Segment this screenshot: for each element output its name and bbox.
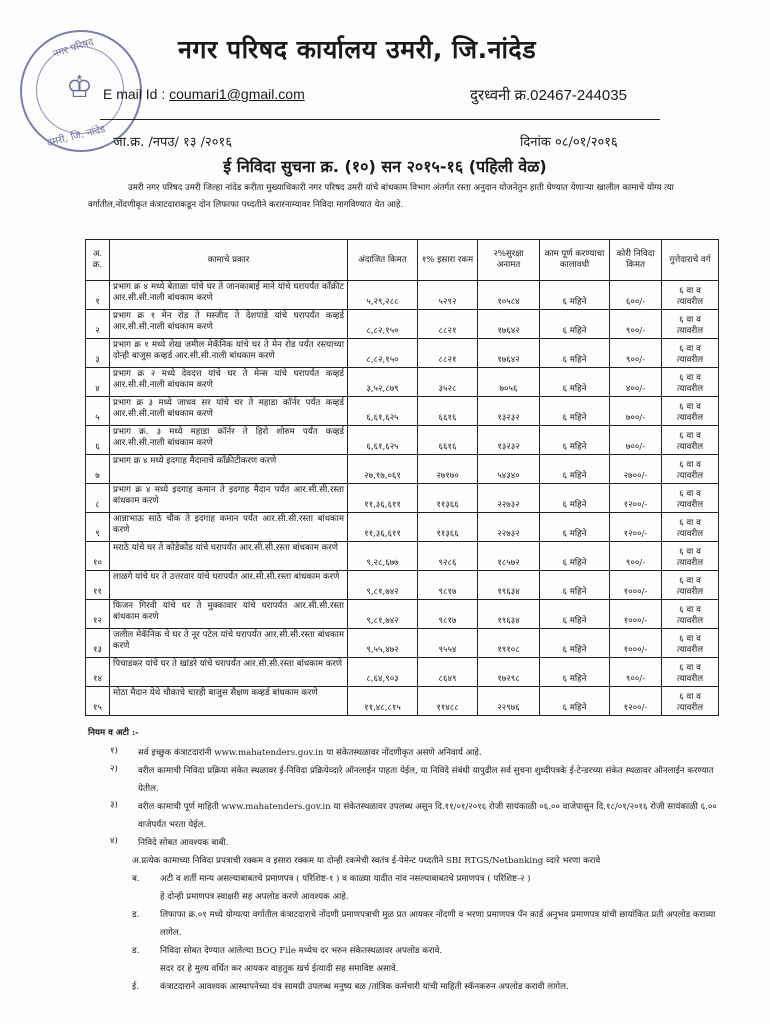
row-work-description: प्रभाग क्र २ मध्ये देवदत्त यांचे घर ते मेन्स यांचे घरापर्यंत कव्हर्ड आर.सी.सी.नाली बांधकाम करणे [110,368,348,397]
row-serial: १० [86,542,110,571]
row-work-description: प्रभाग क्र १ मेन रोड ते मस्जीद ते देशपांडे यांचे घरापर्यंत कव्हर्ड आर.सी.सी.नाली बांधकाम करणे [110,310,348,339]
row-serial: १३ [86,629,110,658]
row-form-fee: ९००/- [610,542,662,571]
row-security-deposit: १८५७२ [478,542,540,571]
row-estimated-cost: ११,३६,६११ [348,484,418,513]
row-completion-period: ६ महिने [540,629,610,658]
row-security-deposit: १९१०८ [478,629,540,658]
term-text: सर्व इच्छुक कंत्राटदारांनी www.mahatenders.gov.in या संकेतस्थळावर नोंदणीकृत असणे अनिवार्य आहे. [138,748,482,758]
row-form-fee: १२००/- [610,484,662,513]
row-earnest-money: ८८२१ [418,310,478,339]
table-row [86,571,719,600]
email-value[interactable]: coumari1@gmail.com [169,86,305,102]
row-form-fee: ६००/- [610,281,662,310]
requirement-a: अ.प्रत्येक कामाच्या निविदा प्रपत्राची रक्कम व इसारा रक्कम या दोन्ही रकमेची स्वतंत्र ई-पेमेन्ट पध्दतीने SBI RTGS/Netbanking व्दारे भरणा करावे [132,856,601,866]
row-completion-period: ६ महिने [540,687,610,716]
col-header-work: कामाचे प्रकार [110,240,348,281]
header-divider [100,119,660,120]
seal-text-bottom: उमरी, जि. नांदेड [45,123,107,150]
row-security-deposit: १७६४२ [478,310,540,339]
col-header-form-fee: कोरी निविदा किमत [610,240,662,281]
row-estimated-cost: ६,६१,६२५ [348,426,418,455]
table-header-row [86,240,719,281]
term-item [88,744,728,762]
row-earnest-money: ९८१७ [418,571,478,600]
table-row [86,484,719,513]
table-row [86,426,719,455]
seal-text-top: नगर परिषद [51,36,96,61]
row-serial: ३ [86,339,110,368]
row-estimated-cost: ६,६१,६२५ [348,397,418,426]
reference-date: दिनांक ०८/०१/२०१६ [520,135,618,150]
row-work-description: पिचाडकर यांचे घर ते खांडरे यांचे घरापर्यंत आर.सी.सी.रस्ता बांधकाम करणे [110,658,348,687]
table-row [86,687,719,716]
row-serial: १२ [86,600,110,629]
row-work-description: प्रभाग क्र ३ मध्ये जाधव सर यांचे घर ते महाडा कॉर्नर पर्यंत कव्हर्ड आर.सी.सी.नाली बांधकाम करणे [110,397,348,426]
table-row [86,455,719,484]
row-security-deposit: १७६४२ [478,339,540,368]
row-completion-period: ६ महिने [540,281,610,310]
requirement-letter [132,960,160,978]
row-estimated-cost: ५,२९,२८८ [348,281,418,310]
row-estimated-cost: ३,५२,८७९ [348,368,418,397]
row-contractor-class: ६ वा व त्यावरील [662,687,719,716]
row-completion-period: ६ महिने [540,397,610,426]
row-form-fee: ९००/- [610,339,662,368]
row-serial: १५ [86,687,110,716]
row-security-deposit: २२९७६ [478,687,540,716]
requirement-letter: ड. [132,946,140,956]
row-security-deposit: १७२९८ [478,658,540,687]
requirement-letter [132,888,160,906]
row-serial: ५ [86,397,110,426]
row-security-deposit: १३२३२ [478,397,540,426]
row-earnest-money: ६६१६ [418,397,478,426]
reference-number: जा.क्र. /नपउ/ १३ /२०१६ [113,135,233,150]
row-contractor-class: ६ वा व त्यावरील [662,281,719,310]
row-form-fee: १२००/- [610,687,662,716]
row-work-description: मराठे यांचे घर ते कोडेकोड यांचे घरापर्यंत आर.सी.सी.रस्ता बांधकाम करणे [110,542,348,571]
row-form-fee: १२००/- [610,513,662,542]
term-item [88,762,728,798]
row-security-deposit: १९६३४ [478,600,540,629]
row-contractor-class: ६ वा व त्यावरील [662,339,719,368]
row-contractor-class: ६ वा व त्यावरील [662,658,719,687]
row-serial: २ [86,310,110,339]
row-contractor-class: ६ वा व त्यावरील [662,513,719,542]
row-completion-period: ६ महिने [540,542,610,571]
row-earnest-money: ८८२१ [418,339,478,368]
table-row [86,513,719,542]
notice-title: ई निविदा सुचना क्र. (१०) सन २०१५-१६ (पहिली वेळ) [223,157,547,176]
requirement-letter: ई. [132,982,139,992]
table-row [86,368,719,397]
col-header-period: काम पूर्ण करण्याचा कालावधी [540,240,610,281]
col-header-class: गुत्तेदाराचे वर्ग [662,240,719,281]
row-estimated-cost: ८,८२,१५० [348,310,418,339]
requirement-letter: ब. [132,874,140,884]
col-header-serial: अ. क्र. [86,240,110,281]
row-serial: १ [86,281,110,310]
row-form-fee: १०००/- [610,600,662,629]
term-text: निविदे सोबत आवश्यक बाबी. [138,838,229,848]
row-estimated-cost: ११,४८,८१५ [348,687,418,716]
row-security-deposit: २२७३२ [478,513,540,542]
requirement-text: लिफाफा क्र.०१ मध्ये योग्यत्या वर्गातील कंत्राटदाराचे नोंदणी प्रमाणपत्राची मुळ प्रत आयकर नोंदणी व भरणा प्रमाणपत्र पॅन कार्ड अनुभव प्रमाणपत्र यांची छायांकित प्रती अपलोड कराव्या लागेल. [160,910,716,938]
row-serial: १४ [86,658,110,687]
term-number: ३) [110,800,118,810]
term-text: वरील कामाची पूर्ण माहिती www.mahatenders.gov.in या संकेतस्थळावर उपलब्ध असुन दि.११/०१/२०१६ रोजी सायंकाळी ०६.०० वाजेपासुन दि.१८/०१/२०१६ रोजी सायंकाळी ६.०० वाजेपर्यंत भरता येईल. [138,802,717,830]
row-contractor-class: ६ वा व त्यावरील [662,600,719,629]
row-serial: ४ [86,368,110,397]
row-form-fee: १०००/- [610,571,662,600]
row-contractor-class: ६ वा व त्यावरील [662,368,719,397]
row-security-deposit: २२७३२ [478,484,540,513]
row-earnest-money: ६६१६ [418,426,478,455]
row-contractor-class: ६ वा व त्यावरील [662,455,719,484]
row-earnest-money: ११४८८ [418,687,478,716]
row-work-description: फिजन गिरवी यांचे घर ते मुक्कावार यांचे घरापर्यंत आर.सी.सी.रस्ता बांधकाम करणे [110,600,348,629]
row-contractor-class: ६ वा व त्यावरील [662,571,719,600]
row-contractor-class: ६ वा व त्यावरील [662,629,719,658]
row-work-description: प्रभाग क्र ४ मध्ये बेताळा यांचे घर ते जानकाबाई माने यांचे घरापर्यंत काँक्रीट आर.सी.सी.नाली बांधकाम करणे [110,281,348,310]
requirement-item [132,960,728,978]
row-earnest-money: ८६४९ [418,658,478,687]
row-completion-period: ६ महिने [540,571,610,600]
row-form-fee: ४००/- [610,368,662,397]
row-work-description: मोठा मैदान येथे चौकाचे चारही बाजुस सैक्षण कव्हर्ड बांधकाम करणे [110,687,348,716]
term-text: वरील कामाची निविदा प्रक्रिया संकेत स्थळावर ई-निविदा प्रक्रियेव्दारे ऑनलाईन पाहता येईल, या निविदे संबंधी यापुढील सर्व सुचना शुध्दीपत्रके ई-टेन्डरच्या संकेत स्थळावर ऑनलाईन करण्यात येतील. [138,766,714,794]
row-form-fee: ९००/- [610,658,662,687]
term-item [88,834,728,852]
table-row [86,339,719,368]
table-row [86,600,719,629]
row-contractor-class: ६ वा व त्यावरील [662,397,719,426]
row-completion-period: ६ महिने [540,339,610,368]
row-earnest-money: ९८१७ [418,600,478,629]
row-work-description: लाळगे यांचे घर ते उत्तरवार यांचे घरापर्यंत आर.सी.सी.रस्ता बांधकाम करणे [110,571,348,600]
row-estimated-cost: ८,८२,१५० [348,339,418,368]
row-work-description: प्रभाग क्र ४ मध्ये इदगाह मैदानाचे काँक्रीटीकरण करणे [110,455,348,484]
row-earnest-money: ३५२८ [418,368,478,397]
row-form-fee: ७००/- [610,397,662,426]
phone-number: दुरध्वनी क्र.02467-244035 [470,87,627,104]
term-item [88,798,728,834]
row-security-deposit: ५४३४० [478,455,540,484]
row-form-fee: ७००/- [610,426,662,455]
col-header-security: २%सुरक्षा अनामत [478,240,540,281]
row-completion-period: ६ महिने [540,600,610,629]
term-number: ४) [110,836,118,846]
email-label: E mail Id : [103,86,170,102]
row-work-description: जलील मेकॅनिक चे घर ते नूर पटेल यांचे घरापर्यंत आर.सी.सी.रस्ता बांधकाम करणे [110,629,348,658]
tender-table [85,239,719,716]
row-completion-period: ६ महिने [540,455,610,484]
row-earnest-money: ११३६६ [418,484,478,513]
row-completion-period: ६ महिने [540,310,610,339]
table-row [86,397,719,426]
row-work-description: प्रभाग क्र. ३ मध्ये महाडा कॉर्नर ते हिरो शोरुम पर्यंत कव्हर्ड आर.सी.सी.नाली बांधकाम करणे [110,426,348,455]
row-estimated-cost: ९,५५,४७२ [348,629,418,658]
row-work-description: आन्नाभाऊ साठे चौक ते इदगाह कमान पर्यंत आर.सी.सी.रस्ता बांधकाम करणे [110,513,348,542]
terms-section [88,726,728,996]
row-security-deposit: १३२३२ [478,426,540,455]
row-contractor-class: ६ वा व त्यावरील [662,310,719,339]
row-serial: ११ [86,571,110,600]
row-form-fee: २७००/- [610,455,662,484]
requirement-text: कंत्राटदाराने आवश्यक आस्थापनेच्या यंत्र सामग्री उपलब्ध मनुष्य बळ /तांत्रिक कर्मचारी यांची माहिती स्कॅनकरुन अपलोड करावी लागेल. [160,982,569,992]
col-header-emd: १% इसारा रकम [418,240,478,281]
term-number: २) [110,764,118,774]
requirement-item [132,906,728,942]
requirement-item [132,978,728,996]
office-title: नगर परिषद कार्यालय उमरी, जि.नांदेड [178,35,537,64]
table-row [86,281,719,310]
row-completion-period: ६ महिने [540,368,610,397]
requirement-text: हे दोन्ही प्रमाणपत्र स्वाक्षरी सह अपलोड करणे आवश्यक आहे. [160,892,349,902]
row-serial: ७ [86,455,110,484]
requirement-item [132,888,728,906]
row-estimated-cost: २७,१७,०६१ [348,455,418,484]
row-security-deposit: १९६३४ [478,571,540,600]
row-earnest-money: ९२८६ [418,542,478,571]
row-work-description: प्रभाग क्र १ मध्ये शेख जमील मेकॅनिक यांचे घर ते मेन रोड पर्यंत रस्त्याच्या दोन्ही बाजुस कव्हर्ड आर.सी.सी.नाली बांधकाम करणे [110,339,348,368]
email-line [103,86,305,102]
row-security-deposit: ७०५६ [478,368,540,397]
row-estimated-cost: ९,२८,६७७ [348,542,418,571]
row-work-description: प्रभाग क्र ४ मध्ये इदगाह कमान ते इदगाह मैदान पर्यंत आर.सी.सी.रस्ता बांधकाम करणे [110,484,348,513]
row-serial: ९ [86,513,110,542]
requirement-text: निविदा सोबत देण्यात आलेल्या BOQ File मध्येच दर भरुन संकेतस्थळावर अपलोड करावे. [160,946,443,956]
row-earnest-money: २७१७० [418,455,478,484]
row-form-fee: ९००/- [610,310,662,339]
row-serial: ८ [86,484,110,513]
row-serial: ६ [86,426,110,455]
table-row [86,310,719,339]
requirement-text: सदर दर हे मुल्य वर्धित कर आयकर वाहतुक खर्च ईत्यादी सह समाविष्ट असावे. [160,964,399,974]
row-estimated-cost: ८,६४,९०३ [348,658,418,687]
table-row [86,629,719,658]
col-header-cost: अंदाजित किमत [348,240,418,281]
row-earnest-money: ५२९२ [418,281,478,310]
requirement-letter: ड. [132,910,140,920]
table-row [86,658,719,687]
row-completion-period: ६ महिने [540,484,610,513]
row-security-deposit: १०५८४ [478,281,540,310]
row-completion-period: ६ महिने [540,426,610,455]
row-estimated-cost: ११,३६,६११ [348,513,418,542]
row-estimated-cost: ९,८१,७४२ [348,571,418,600]
row-estimated-cost: ९,८१,७४२ [348,600,418,629]
row-contractor-class: ६ वा व त्यावरील [662,426,719,455]
requirement-item [132,942,728,960]
row-contractor-class: ६ वा व त्यावरील [662,484,719,513]
requirement-text: अटी व शर्ती मान्य असल्याबाबतचे प्रमाणपत्र ( परिशिष्ट-१ ) व काळ्या यादीत नांव नसल्याबाबतचे प्रमाणपत्र ( परिशिष्ट-२ ) [160,874,531,884]
requirement-item [132,870,728,888]
emblem-icon: ♔ [66,70,93,105]
row-form-fee: १०००/- [610,629,662,658]
table-row [86,542,719,571]
row-earnest-money: ११३६६ [418,513,478,542]
row-completion-period: ६ महिने [540,513,610,542]
row-contractor-class: ६ वा व त्यावरील [662,542,719,571]
term-number: १) [110,746,118,756]
row-earnest-money: ९५५४ [418,629,478,658]
terms-heading: नियम व अटी :- [88,728,139,738]
row-completion-period: ६ महिने [540,658,610,687]
notice-intro: उमरी नगर परिषद उमरी जिल्हा नांदेड करीता मुख्याधिकारी नगर परिषद उमरी यांचे बांधकाम विभाग अंतर्गत रस्ता अनुदान योजनेतुन हाती घेण्यात येणाऱ्या खालील कामाचे योग्य त्या वर्गातील,नोंदणीकृत कंत्राटदाराकडून दोन लिफाफा पध्दतीने करारनाम्यावर निविदा मागविण्यात येत आहे. [88,183,674,210]
